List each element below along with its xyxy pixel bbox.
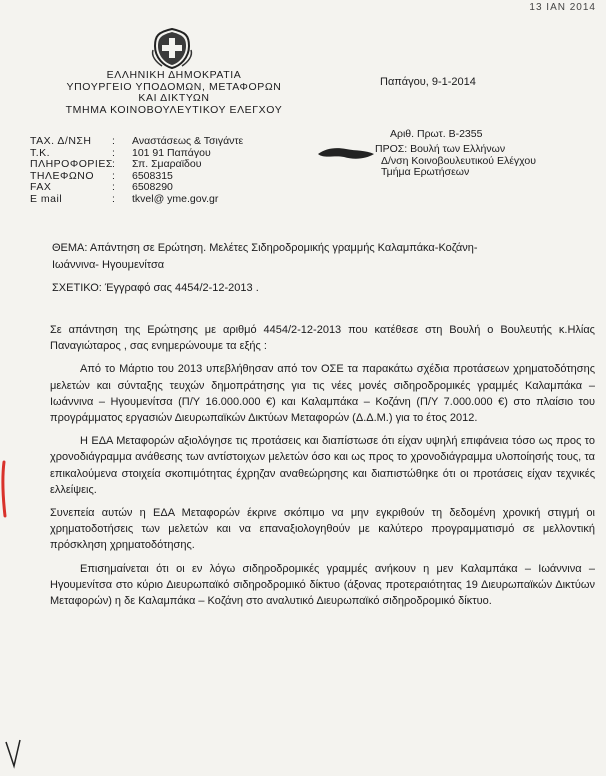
contact-row: E mail : tkvel@ yme.gov.gr	[30, 192, 219, 205]
contact-label: Τ.Κ.	[30, 146, 51, 159]
place-date: Παπάγου, 9-1-2014	[380, 76, 476, 88]
related-reference: ΣΧΕΤΙΚΟ: Έγγραφό σας 4454/2-12-2013 .	[52, 282, 259, 294]
redaction-mark	[316, 145, 376, 161]
contact-value: 6508315	[132, 169, 173, 182]
contact-value: 6508290	[132, 181, 173, 193]
org-line: ΚΑΙ ΔΙΚΤΥΩΝ	[138, 92, 210, 104]
contact-label: E mail	[30, 192, 63, 205]
contact-value: Αναστάσεως & Τσιγάντε	[132, 135, 244, 147]
org-line: ΕΛΛΗΝΙΚΗ ΔΗΜΟΚΡΑΤΙΑ	[106, 69, 242, 81]
greek-coat-of-arms-icon	[150, 26, 194, 70]
subject-line: ΘΕΜΑ: Απάντηση σε Ερώτηση. Μελέτες Σιδηροδρομικής γραμμής Καλαμπάκα-Κοζάνη-	[52, 242, 478, 254]
issuing-authority	[38, 70, 310, 116]
contact-row: Τ.Κ. : 101 91 Παπάγου	[30, 146, 211, 159]
contact-row: FAX : 6508290	[30, 181, 173, 193]
contact-value: 101 91 Παπάγου	[132, 146, 211, 159]
body-paragraph: Σε απάντηση της Ερώτησης με αριθμό 4454/2-12-2013 που κατέθεσε στη Βουλή ο Βουλευτής κ.Ηλίας Παναγιώταρος , σας ενημερώνουμε τα εξής :	[50, 324, 595, 353]
contact-value: Σπ. Σμαραϊδου	[132, 158, 202, 170]
protocol-number: Αριθ. Πρωτ. Β-2355	[390, 128, 483, 140]
recipient-line: Δ/νση Κοινοβουλευτικού Ελέγχου	[381, 154, 536, 167]
body-paragraph: Από το Μάρτιο του 2013 υπεβλήθησαν από τον ΟΣΕ τα παρακάτω σχέδια προτάσεων χρηματοδότησης μελετών και σύνταξης τευχών δημοπράτησης για τις νέες μονές σιδηροδρομικές γραμμές Καλαμπάκα – Ιωάννινα – Ηγουμενίτσα (Π/Υ 16.000.000 €) και Καλαμπάκα – Κοζάνη (Π/Υ 7.000.000 €) στο πλαίσιο του προγράμματος εργασιών Διευρωπαϊκών Δικτύων Μεταφορών (Δ.Δ.Μ.) για το έτος 2012.	[50, 363, 595, 425]
contact-label: ΤΗΛΕΦΩΝΟ	[30, 169, 94, 182]
contact-details	[30, 136, 243, 205]
letter-body	[50, 322, 595, 616]
org-line: ΤΜΗΜΑ ΚΟΙΝΟΒΟΥΛΕΥΤΙΚΟΥ ΕΛΕΓΧΟΥ	[65, 103, 283, 116]
contact-row: ΠΛΗΡΟΦΟΡΙΕΣ : Σπ. Σμαραϊδου	[30, 158, 202, 170]
body-paragraph: Επισημαίνεται ότι οι εν λόγω σιδηροδρομικές γραμμές ανήκουν η μεν Καλαμπάκα – Ιωάννινα – Ηγουμενίτσα στο κύριο Διευρωπαϊκό σιδηροδρομικό δίκτυο (άξονας προτεραιότητας 19 Διευρωπαϊκών Δικτύων Μεταφορών) η δε Καλαμπάκα – Κοζάνη στο αναλυτικό Διευρωπαϊκό σιδηροδρομικό δίκτυο.	[50, 562, 595, 608]
red-margin-mark	[0, 460, 8, 518]
contact-label: ΤΑΧ. Δ/ΝΣΗ	[30, 135, 92, 147]
recipient-line: ΠΡΟΣ: Βουλή των Ελλήνων	[375, 143, 506, 155]
recipient-line: Τμήμα Ερωτήσεων	[381, 166, 470, 178]
subject-line: Ιωάννινα- Ηγουμενίτσα	[52, 259, 165, 271]
subject-block	[52, 240, 592, 297]
handwritten-check-mark	[4, 736, 24, 772]
org-line: ΥΠΟΥΡΓΕΙΟ ΥΠΟΔΟΜΩΝ, ΜΕΤΑΦΟΡΩΝ	[66, 80, 282, 93]
date-stamp: 13 ΙΑΝ 2014	[529, 2, 596, 13]
contact-email[interactable]: tkvel@ yme.gov.gr	[132, 192, 219, 205]
contact-label: ΠΛΗΡΟΦΟΡΙΕΣ	[30, 158, 113, 170]
contact-label: FAX	[30, 181, 52, 193]
recipient-block	[375, 144, 536, 179]
body-paragraph: Συνεπεία αυτών η ΕΔΑ Μεταφορών έκρινε σκόπιμο να μην εγκριθούν τη δεδομένη χρονική στιγμή οι χρηματοδοτήσεις των μελετών και να επαναξιολογηθούν με καλύτερο προγραμματισμό σε μελλοντική πρόσκληση χρηματοδότησης.	[50, 507, 595, 552]
contact-row: ΤΗΛΕΦΩΝΟ : 6508315	[30, 169, 173, 182]
contact-row: ΤΑΧ. Δ/ΝΣΗ : Αναστάσεως & Τσιγάντε	[30, 135, 244, 147]
body-paragraph: Η ΕΔΑ Μεταφορών αξιολόγησε τις προτάσεις και διαπίστωσε ότι είχαν υψηλή επιφάνεια τόσο ως προς το χρονοδιάγραμμα ανάθεσης των αντίστοιχων μελετών όσο και ως προς το χρονοδιάγραμμα υλοποίησής τους, τα επικαλούμενα στοιχεία σκοπιμότητας έχρηζαν αναθεώρησης και διαπιστώθηκε ότι οι προτάσεις είχαν τεχνικές ελλείψεις.	[50, 435, 595, 496]
